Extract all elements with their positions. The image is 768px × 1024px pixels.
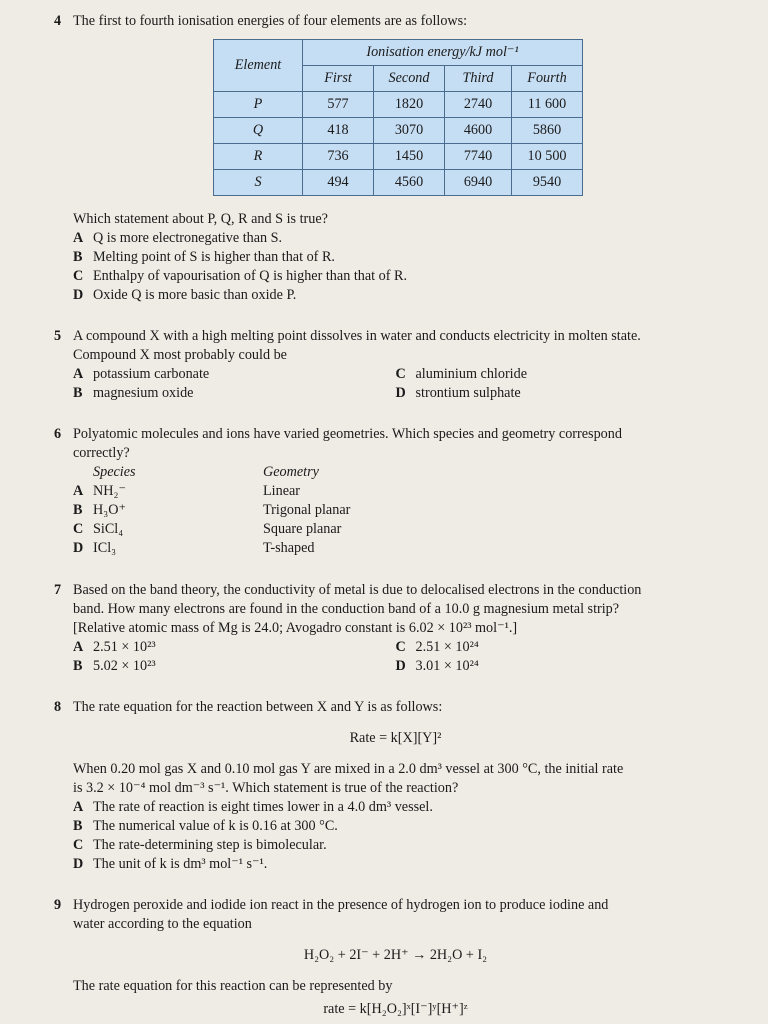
- option-letter: C: [73, 837, 84, 853]
- option-letter: D: [395, 658, 406, 674]
- option-letter: C: [395, 639, 406, 655]
- option-text: Enthalpy of vapourisation of Q is higher than that of R.: [93, 268, 408, 284]
- option-a[interactable]: [73, 229, 718, 248]
- value-cell: 494: [303, 170, 374, 196]
- energy-header: Ionisation energy/kJ mol⁻¹: [303, 40, 583, 66]
- option-b[interactable]: [73, 248, 718, 267]
- species: ICl₃: [93, 540, 117, 556]
- geometry: Square planar: [263, 521, 342, 537]
- option-text: 2.51 × 10²⁴: [415, 639, 479, 655]
- rate-expression: rate = k[H₂O₂]ˣ[I⁻]ʸ[H⁺]ᶻ: [323, 1001, 468, 1017]
- element-cell: P: [214, 92, 303, 118]
- species: SiCl₄: [93, 521, 124, 537]
- option-letter: A: [73, 230, 84, 246]
- question-6: [54, 425, 718, 558]
- element-header: Element: [214, 40, 303, 92]
- question-number: 9: [54, 897, 62, 913]
- option-letter: B: [73, 385, 83, 401]
- element-cell: Q: [214, 118, 303, 144]
- option-text: magnesium oxide: [93, 385, 194, 401]
- option-d[interactable]: [73, 286, 718, 305]
- question-9: [54, 896, 718, 1019]
- option-c[interactable]: [396, 638, 719, 657]
- option-letter: C: [395, 366, 406, 382]
- species-header: Species: [93, 464, 136, 480]
- option-d[interactable]: [396, 384, 719, 403]
- element-cell: S: [214, 170, 303, 196]
- value-cell: 9540: [512, 170, 583, 196]
- option-c[interactable]: [396, 365, 719, 384]
- option-letter: C: [73, 268, 84, 284]
- option-text: potassium carbonate: [93, 366, 210, 382]
- table-row: [214, 118, 583, 144]
- value-cell: 4560: [374, 170, 445, 196]
- option-b[interactable]: [73, 657, 396, 676]
- value-cell: 6940: [445, 170, 512, 196]
- question-number: 8: [54, 699, 62, 715]
- table-row: [214, 92, 583, 118]
- option-a[interactable]: [73, 365, 396, 384]
- question-body: When 0.20 mol gas X and 0.10 mol gas Y are mixed in a 2.0 dm³ vessel at 300 °C, the initial rate: [73, 761, 624, 777]
- option-text: Q is more electronegative than S.: [93, 230, 283, 246]
- option-letter: B: [73, 658, 83, 674]
- question-number: 4: [54, 13, 62, 29]
- question-stem: band. How many electrons are found in the conduction band of a 10.0 g magnesium metal strip?: [73, 601, 620, 617]
- value-cell: 1450: [374, 144, 445, 170]
- question-stem: Compound X most probably could be: [73, 347, 287, 363]
- rate-equation: Rate = k[X][Y]²: [349, 730, 442, 746]
- option-letter: B: [73, 249, 83, 265]
- table-row: [214, 170, 583, 196]
- question-8: [54, 698, 718, 874]
- question-stem: correctly?: [73, 445, 130, 461]
- value-cell: 4600: [445, 118, 512, 144]
- question-4: [54, 12, 718, 31]
- option-letter: D: [395, 385, 406, 401]
- option-c[interactable]: [73, 267, 718, 286]
- question-stem: Based on the band theory, the conductivity of metal is due to delocalised electrons in the conduction: [73, 582, 642, 598]
- species-geometry-table: [73, 463, 718, 558]
- ionisation-energy-table: [213, 39, 583, 196]
- option-letter[interactable]: B: [73, 502, 83, 518]
- option-text: 3.01 × 10²⁴: [415, 658, 479, 674]
- option-text: aluminium chloride: [415, 366, 528, 382]
- value-cell: 10 500: [512, 144, 583, 170]
- option-text: strontium sulphate: [415, 385, 521, 401]
- question-number: 5: [54, 328, 62, 344]
- value-cell: 3070: [374, 118, 445, 144]
- option-text: Melting point of S is higher than that of R.: [93, 249, 335, 265]
- question-number: 6: [54, 426, 62, 442]
- option-letter[interactable]: C: [73, 521, 84, 537]
- question-stem: The first to fourth ionisation energies of four elements are as follows:: [73, 13, 468, 29]
- geometry: Linear: [263, 483, 301, 499]
- geometry-header: Geometry: [263, 464, 319, 480]
- option-c[interactable]: [73, 836, 718, 855]
- option-b[interactable]: [73, 384, 396, 403]
- option-a[interactable]: [73, 638, 396, 657]
- option-letter: B: [73, 818, 83, 834]
- option-letter: D: [73, 287, 84, 303]
- option-letter[interactable]: A: [73, 483, 84, 499]
- question-4-options: [54, 210, 718, 305]
- sub-header: Second: [374, 66, 445, 92]
- option-letter: D: [73, 856, 84, 872]
- option-text: The rate-determining step is bimolecular.: [93, 837, 327, 853]
- question-number: 7: [54, 582, 62, 598]
- element-cell: R: [214, 144, 303, 170]
- option-text: The rate of reaction is eight times lower in a 4.0 dm³ vessel.: [93, 799, 433, 815]
- option-text: The unit of k is dm³ mol⁻¹ s⁻¹.: [93, 856, 268, 872]
- option-text: 2.51 × 10²³: [93, 639, 156, 655]
- question-body: is 3.2 × 10⁻⁴ mol dm⁻³ s⁻¹. Which statement is true of the reaction?: [73, 780, 459, 796]
- option-a[interactable]: [73, 798, 718, 817]
- option-letter[interactable]: D: [73, 540, 84, 556]
- species: NH₂⁻: [93, 483, 126, 499]
- question-body: The rate equation for this reaction can be represented by: [73, 978, 393, 994]
- sub-header: Fourth: [512, 66, 583, 92]
- value-cell: 418: [303, 118, 374, 144]
- option-d[interactable]: [396, 657, 719, 676]
- question-5: [54, 327, 718, 403]
- sub-header: First: [303, 66, 374, 92]
- value-cell: 736: [303, 144, 374, 170]
- option-letter: A: [73, 639, 84, 655]
- question-stem: water according to the equation: [73, 916, 252, 932]
- value-cell: 7740: [445, 144, 512, 170]
- option-letter: A: [73, 366, 84, 382]
- question-data: [Relative atomic mass of Mg is 24.0; Avogadro constant is 6.02 × 10²³ mol⁻¹.]: [73, 620, 518, 636]
- question-stem: The rate equation for the reaction between X and Y is as follows:: [73, 699, 443, 715]
- value-cell: 5860: [512, 118, 583, 144]
- value-cell: 577: [303, 92, 374, 118]
- species: H₃O⁺: [93, 502, 126, 518]
- question-stem: Hydrogen peroxide and iodide ion react in the presence of hydrogen ion to produce iodine and: [73, 897, 609, 913]
- value-cell: 1820: [374, 92, 445, 118]
- geometry: T-shaped: [263, 540, 315, 556]
- geometry: Trigonal planar: [263, 502, 351, 518]
- question-stem: A compound X with a high melting point dissolves in water and conducts electricity in molten state.: [73, 328, 641, 344]
- table-row: [214, 144, 583, 170]
- option-text: 5.02 × 10²³: [93, 658, 156, 674]
- question-7: [54, 581, 718, 676]
- value-cell: 11 600: [512, 92, 583, 118]
- question-stem: Polyatomic molecules and ions have varied geometries. Which species and geometry correspond: [73, 426, 622, 442]
- value-cell: 2740: [445, 92, 512, 118]
- question-prompt: Which statement about P, Q, R and S is true?: [73, 211, 328, 227]
- option-text: The numerical value of k is 0.16 at 300 °C.: [93, 818, 338, 834]
- option-letter: A: [73, 799, 84, 815]
- option-text: Oxide Q is more basic than oxide P.: [93, 287, 297, 303]
- option-d[interactable]: [73, 855, 718, 874]
- option-b[interactable]: [73, 817, 718, 836]
- sub-header: Third: [445, 66, 512, 92]
- chemical-equation: H₂O₂ + 2I⁻ + 2H⁺ → 2H₂O + I₂: [303, 947, 488, 963]
